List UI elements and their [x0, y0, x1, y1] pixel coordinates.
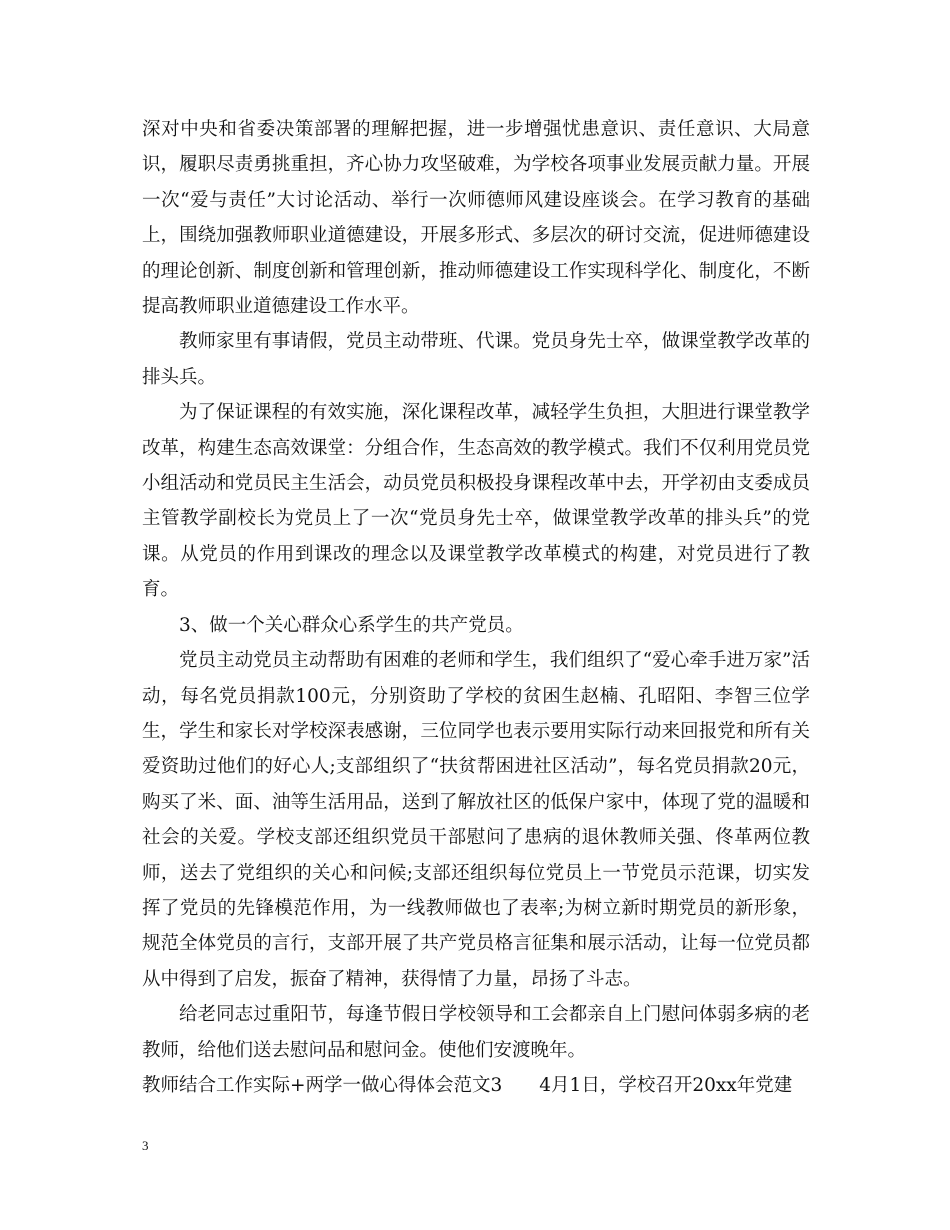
paragraph: 教师家里有事请假，党员主动带班、代课。党员身先士卒，做课堂教学改革的排头兵。	[142, 331, 810, 388]
page-number: 3	[142, 1138, 149, 1153]
paragraph: 为了保证课程的有效实施，深化课程改革，减轻学生负担，大胆进行课堂教学改革，构建生态高效课堂：分组合作，生态高效的教学模式。我们不仅利用党员党小组活动和党员民主生活会，动员党员积极投身课程改革中去，开学初由支委成员主管教学副校长为党员上了一次“党员身先士卒，做课堂教学改革的排头兵”的党课。从党员的作用到课改的理念以及课堂教学改革模式的构建，对党员进行了教育。	[142, 402, 810, 601]
paragraph: 给老同志过重阳节，每逢节假日学校领导和工会都亲自上门慰问体弱多病的老教师，给他们送去慰问品和慰问金。使他们安渡晚年。	[142, 1004, 810, 1061]
paragraph: 党员主动党员主动帮助有困难的老师和学生，我们组织了“爱心牵手进万家”活动，每名党员捐款100元，分别资助了学校的贫困生赵楠、孔昭阳、李智三位学生，学生和家长对学校深表感谢，三位同学也表示要用实际行动来回报党和所有关爱资助过他们的好心人;支部组织了“扶贫帮困进社区活动”，每名党员捐款20元，购买了米、面、油等生活用品，送到了解放社区的低保户家中，体现了党的温暖和社会的关爱。学校支部还组织党员干部慰问了患病的退休教师关强、佟革两位教师，送去了党组织的关心和问候;支部还组织每位党员上一节党员示范课，切实发挥了党员的先锋模范作用，为一线教师做也了表率;为树立新时期党员的新形象，规范全体党员的言行，支部开展了共产党员格言征集和展示活动，让每一位党员都从中得到了启发，振奋了精神，获得情了力量，昂扬了斗志。	[142, 650, 810, 990]
article-title-line: 教师结合工作实际+两学一做心得体会范文3 4月1日，学校召开20xx年党建	[142, 1074, 793, 1096]
body-text	[142, 112, 810, 1103]
section-heading: 3、做一个关心群众心系学生的共产党员。	[179, 614, 524, 636]
paragraph: 深对中央和省委决策部署的理解把握，进一步增强忧患意识、责任意识、大局意识，履职尽责勇挑重担，齐心协力攻坚破难，为学校各项事业发展贡献力量。开展一次“爱与责任”大讨论活动、举行一次师德师风建设座谈会。在学习教育的基础上，围绕加强教师职业道德建设，开展多形式、多层次的研讨交流，促进师德建设的理论创新、制度创新和管理创新，推动师德建设工作实现科学化、制度化，不断提高教师职业道德建设工作水平。	[142, 119, 810, 318]
